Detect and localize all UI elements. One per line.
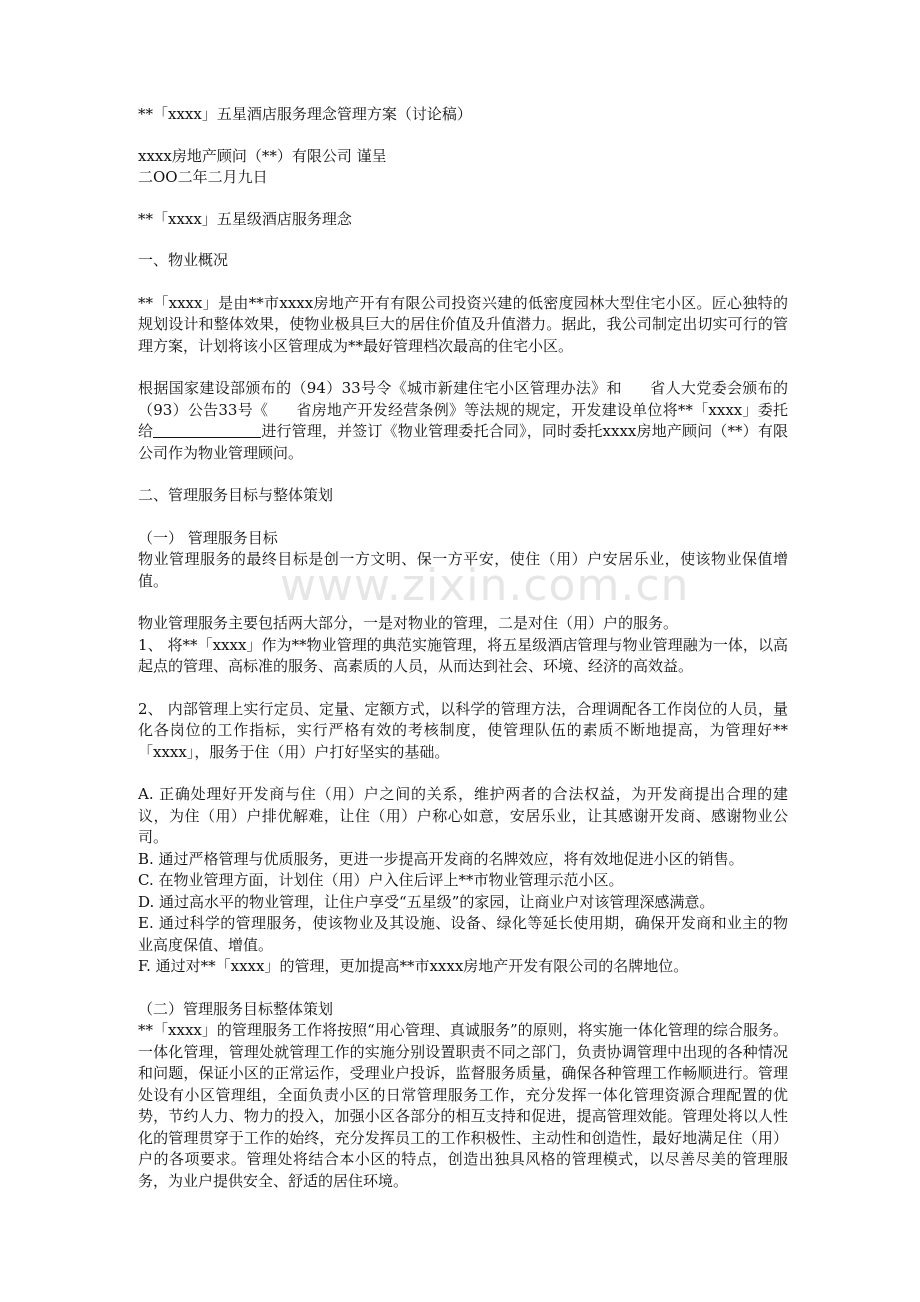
blank-underline <box>153 422 261 438</box>
subsection-1-paragraph-1: 物业管理服务的最终目标是创一方文明、保一方平安，使住（用）户安居乐业，使该物业保值增值。 <box>138 550 788 590</box>
para2-part3: 省房地产开发经营条例》等法规的规定，开发建设单位将**「xxxx」委托给 <box>138 400 788 440</box>
letter-item-c: C. 在物业管理方面，计划住（用）户入住后评上**市物业管理示范小区。 <box>138 871 624 889</box>
section-1-heading: 一、物业概况 <box>138 251 229 269</box>
para2-part2: 省人大党委会颁布的（93）公告33号《 <box>138 379 788 419</box>
section-1-paragraph-2 <box>138 378 788 464</box>
para2-part1: 根据国家建设部颁布的（94）33号令《城市新建住宅小区管理办法》和 <box>138 379 622 397</box>
subsection-1-paragraph-2: 物业管理服务主要包括两大部分，一是对物业的管理，二是对住（用）户的服务。 <box>138 614 679 632</box>
letter-item-f: F. 通过对**「xxxx」的管理，更加提高**市xxxx房地产开发有限公司的名牌地位。 <box>138 957 689 975</box>
subsection-1-heading: （一） 管理服务目标 <box>138 528 278 547</box>
list-item-1: 1、 将**「xxxx」作为**物业管理的典范实施管理，将五星级酒店管理与物业管理融为一体，以高起点的管理、高标准的服务、高素质的人员，从而达到社会、环境、经济的高效益。 <box>138 635 788 675</box>
document-title: **「xxxx」五星酒店服务理念管理方案（讨论稿） <box>138 105 472 123</box>
watermark: www.zixin.com.cn <box>280 560 690 611</box>
date-line: 二OO二年二月九日 <box>138 168 268 186</box>
subsection-2-heading: （二）管理服务目标整体策划 <box>138 999 334 1018</box>
document-subtitle: **「xxxx」五星级酒店服务理念 <box>138 209 352 228</box>
para2-part4: 进行管理，并签订《物业管理委托合同》，同时委托xxxx房地产顾问（**）有限公司作为物业管理顾问。 <box>138 422 788 462</box>
document-body <box>138 104 788 1192</box>
letter-item-d: D. 通过高水平的物业管理，让住户享受“五星级”的家园，让商业户对该管理深感满意。 <box>138 892 715 911</box>
company-line: xxxx房地产顾问（**）有限公司 谨呈 <box>138 146 387 165</box>
letter-item-a: A. 正确处理好开发商与住（用）户之间的关系，维护两者的合法权益，为开发商提出合理的建议，为住（用）户排优解难，让住（用）户称心如意，安居乐业，让其感谢开发商、感谢物业公司。 <box>138 785 788 846</box>
subsection-2-paragraph-1: **「xxxx」的管理服务工作将按照“用心管理、真诚服务”的原则，将实施一体化管理的综合服务。一体化管理，管理处就管理工作的实施分别设置职责不同之部门，负责协调管理中出现的各种情况和问题，保证小区的正常运作，受理业户投诉，监督服务质量，确保各种管理工作畅顺进行。管理处设有小区管理组，全面负责小区的日常管理服务工作，充分发挥一体化管理资源合理配置的优势，节约人力、物力的投入，加强小区各部分的相互支持和促进，提高管理效能。管理处将以人性化的管理贯穿于工作的始终，充分发挥员工的工作积极性、主动性和创造性，最好地满足住（用）户的各项要求。管理处将结合本小区的特点，创造出独具风格的管理模式，以尽善尽美的管理服务，为业户提供安全、舒适的居住环境。 <box>138 1021 788 1190</box>
letter-item-b: B. 通过严格管理与优质服务，更进一步提高开发商的名牌效应，将有效地促进小区的销售。 <box>138 849 744 868</box>
section-2-heading: 二、管理服务目标与整体策划 <box>138 486 334 504</box>
section-1-paragraph-1: **「xxxx」是由**市xxxx房地产开有有限公司投资兴建的低密度园林大型住宅小区。匠心独特的规划设计和整体效果，使物业极具巨大的居住价值及升值潜力。据此，我公司制定出切实可行的管理方案，计划将该小区管理成为**最好管理档次最高的住宅小区。 <box>138 293 788 355</box>
list-item-2: 2、 内部管理上实行定员、定量、定额方式，以科学的管理方法，合理调配各工作岗位的人员，量化各岗位的工作指标，实行严格有效的考核制度，使管理队伍的素质不断地提高，为管理好**「xxxx」，服务于住（用）户打好坚实的基础。 <box>138 699 788 761</box>
letter-item-e: E. 通过科学的管理服务，使该物业及其设施、设备、绿化等延长使用期，确保开发商和业主的物业高度保值、增值。 <box>138 914 788 954</box>
